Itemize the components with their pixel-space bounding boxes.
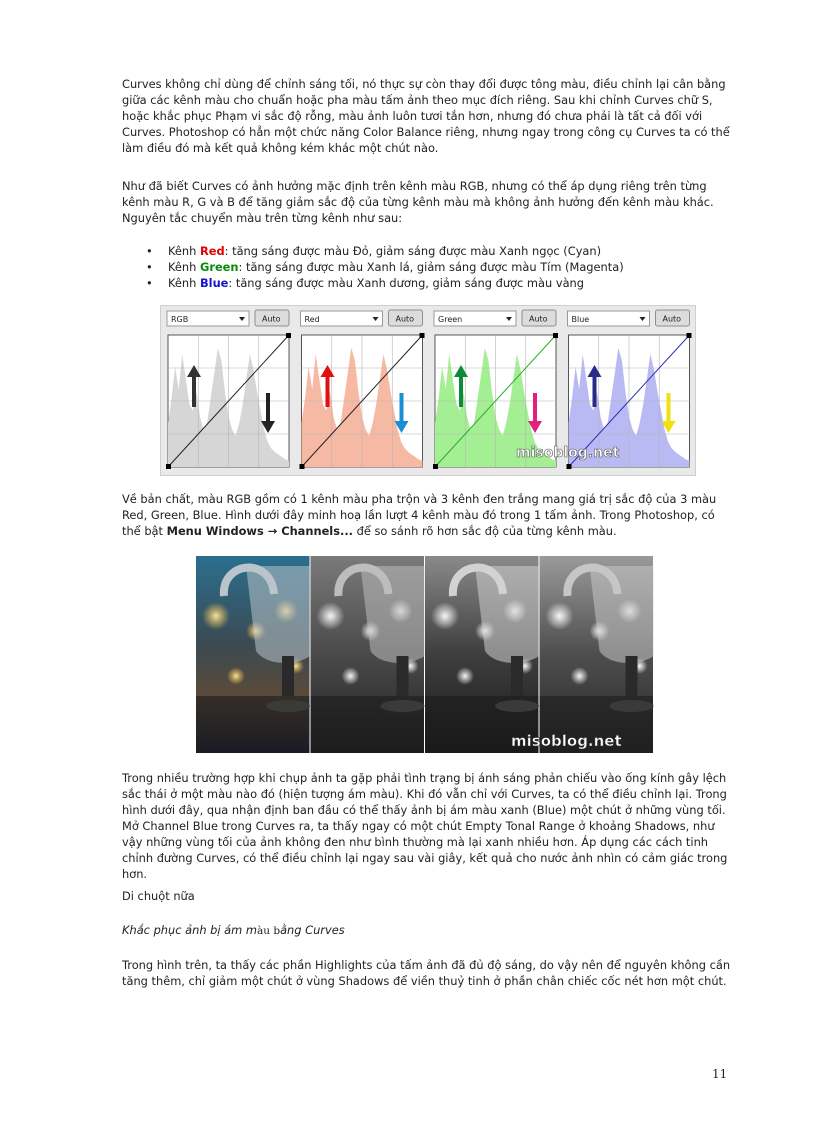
curve-point[interactable] (687, 333, 692, 338)
curves-panels-graphic (161, 306, 695, 475)
channel-rules-list (122, 243, 722, 291)
channel-select-label: Red (304, 315, 320, 324)
list-item-red: • Kênh Red: tăng sáng được màu Đỏ, giảm sáng được màu Xanh ngọc (Cyan) (122, 243, 722, 259)
auto-button-label: Auto (662, 314, 682, 324)
glass-stem (511, 656, 523, 696)
paragraph-channels-intro: Như đã biết Curves có ảnh hưởng mặc định trên kênh màu RGB, nhưng có thể áp dụng riêng trên từng kênh màu R, G và B để tăng giảm sắc độ của từng kênh màu mà không ảnh hưởng đến kênh màu khác. Nguyên tắc chuyển màu trên từng kênh như sau: (122, 179, 714, 225)
glass-base (610, 700, 654, 712)
curve-point[interactable] (300, 464, 305, 469)
auto-button-label: Auto (529, 314, 548, 324)
channel-name-green: Green (199, 260, 239, 274)
channel-photo-green (425, 556, 539, 753)
bokeh-light (227, 667, 245, 685)
list-item-blue: • Kênh Blue: tăng sáng được màu Xanh dương, giảm sáng được màu vàng (122, 275, 722, 291)
channels-photo-graphic (196, 556, 654, 753)
glass-base (495, 700, 539, 712)
curve-point[interactable] (420, 333, 425, 338)
channel-select-label: RGB (171, 315, 189, 324)
channel-photo-rgb (196, 556, 310, 753)
glass-base (266, 700, 310, 712)
auto-button-label: Auto (262, 314, 281, 324)
paragraph-color-cast: Trong nhiều trường hợp khi chụp ảnh ta gặp phải tình trạng bị ánh sáng phản chiếu vào ống kính gây lệch sắc thái ở một màu nào đó (hiện tượng ám màu). Khi đó vẫn chỉ với Curves, ta có thể điều chỉnh lại. Trong hình dưới đây, qua nhận định ban đầu có thể thấy ảnh bị ám màu xanh (Blue) một chút ở những vùng tối. Mở Channel Blue trong Curves ra, ta thấy ngay có một chút Empty Tonal Range ở khoảng Shadows, như vậy những vùng tối của ảnh không đen như bình thường mà lại xanh nhiều hơn. Áp dụng các cách tinh chỉnh đường Curves, có thể điều chỉnh lại ngay sau vài giây, kết quả cho nước ảnh nhìn có cảm giác trong hơn. (122, 771, 728, 881)
paragraph-hover-note: Di chuột nữa (122, 889, 195, 903)
channel-name-red: Red (199, 244, 225, 258)
curves-watermark: misoblog.net (516, 445, 620, 461)
menu-path: Menu Windows → Channels... (166, 524, 353, 538)
channel-select-label: Green (438, 315, 463, 324)
curves-panel-red (300, 310, 425, 469)
paragraph-highlights: Trong hình trên, ta thấy các phần Highlights của tấm ảnh đã đủ độ sáng, do vậy nên để nguyên không cần tăng thêm, chỉ giảm một chút ở vùng Shadows để viền thuỷ tinh ở phần chân chiếc cốc nét hơn một chút. (122, 958, 731, 988)
glass-stem (282, 656, 294, 696)
bokeh-light (202, 602, 230, 630)
photo-watermark: misoblog.net (511, 732, 622, 750)
paragraph-rgb-nature: Về bản chất, màu RGB gồm có 1 kênh màu pha trộn và 3 kênh đen trắng mang giá trị sắc độ của 3 màu Red, Green, Blue. Hình dưới đây minh hoạ lần lượt 4 kênh màu đó trong 1 tấm ảnh. Trong Photoshop, có thể bật Menu Windows → Channels... để so sánh rõ hơn sắc độ của từng kênh màu. (122, 492, 717, 538)
page-number: 11 (712, 1067, 728, 1081)
auto-button-label: Auto (395, 314, 415, 324)
list-item-green: • Kênh Green: tăng sáng được màu Xanh lá, giảm sáng được màu Tím (Magenta) (122, 259, 722, 275)
channel-photo-red (311, 556, 425, 753)
glass-base (381, 700, 425, 712)
curve-point[interactable] (553, 333, 558, 338)
bokeh-light (431, 602, 459, 630)
bokeh-light (317, 602, 345, 630)
bokeh-light (342, 667, 360, 685)
channel-name-blue: Blue (199, 276, 229, 290)
paragraph-intro: Curves không chỉ dùng để chỉnh sáng tối, nó thực sự còn thay đổi được tông màu, điều chỉnh lại cân bằng giữa các kênh màu cho chuẩn hoặc pha màu tấm ảnh theo mục đích riêng. Sau khi chỉnh Curves chữ S, hoặc khắc phục Phạm vi sắc độ rỗng, màu ảnh luôn tươi tắn hơn, nhưng đó chưa phải là tất cả đối với Curves. Photoshop có hẳn một chức năng Color Balance riêng, nhưng ngay trong công cụ Curves ta có thể làm điều đó mà kết quả không kém khác một chút nào. (122, 77, 730, 155)
curve-point[interactable] (166, 464, 171, 469)
channel-select-label: Blue (571, 315, 590, 324)
bokeh-light (456, 667, 474, 685)
channels-comparison-photo (196, 556, 654, 753)
glass-stem (626, 656, 638, 696)
bokeh-light (571, 667, 589, 685)
curve-point[interactable] (433, 464, 438, 469)
curve-point[interactable] (567, 464, 572, 469)
curve-point[interactable] (286, 333, 291, 338)
curves-panel-rgb (166, 310, 291, 469)
channel-photo-blue (540, 556, 654, 753)
bokeh-light (546, 602, 574, 630)
glass-stem (397, 656, 409, 696)
section-heading-fix-cast: Khắc phục ảnh bị ám màu bằng Curves (122, 923, 345, 937)
curves-channels-figure (160, 305, 696, 476)
